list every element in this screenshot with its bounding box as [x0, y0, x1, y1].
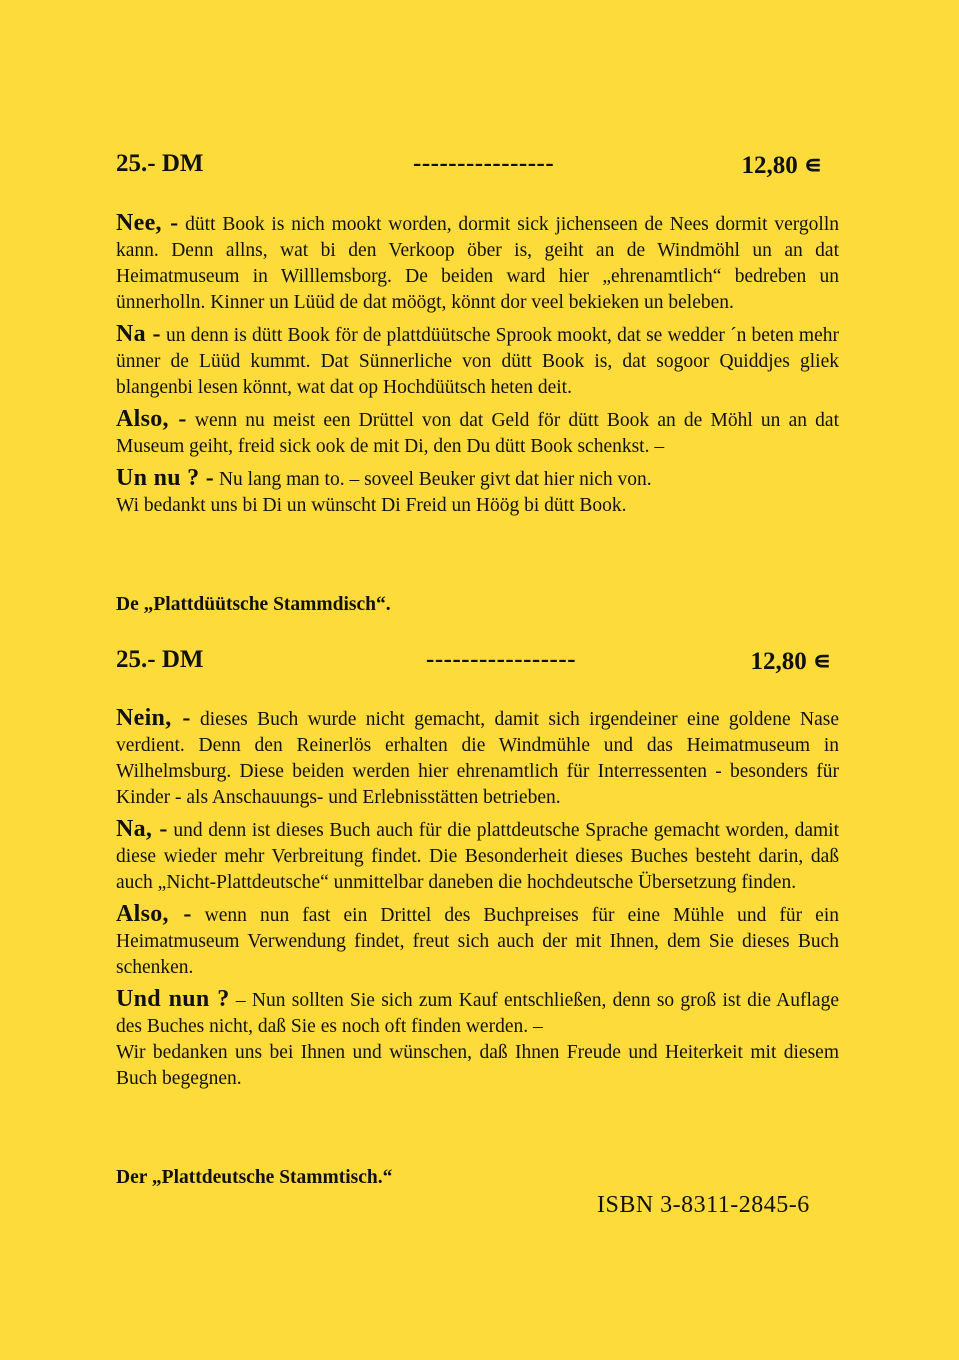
paragraph-lead: Nein, - [116, 705, 191, 731]
paragraph-lead: Na, - [116, 816, 168, 842]
price-dm: 25.- DM [116, 646, 204, 673]
price-euro: 12,80 ∊ [750, 648, 831, 675]
paragraph-text: dütt Book is nich mookt worden, dormit sick jichenseen de Nees dormit vergolln kann. Denn allns, wat bi den Verkoop öber is, geiht an de Windmöhl un an dat Heimatmuseum in Willlemsborg. De beiden ward hier „ehrenamtlich“ bedreben un ünnerholln. Kinner un Lüüd de dat möögt, könnt dor veel bekieken un beleben. [116, 214, 839, 313]
paragraph-lead: Also, - [116, 901, 192, 927]
paragraph-text: wenn nu meist een Drüttel von dat Geld för dütt Book an de Möhl un an dat Museum geiht, freid sick ook de mit Di, den Du dütt Book schenkst. – [116, 410, 839, 457]
paragraph [116, 465, 839, 493]
paragraph-lead: Un nu ? - [116, 465, 215, 491]
signature-hoch: Der „Plattdeutsche Stammtisch.“ [116, 1167, 393, 1188]
paragraph [116, 986, 839, 1040]
closing-text: Wir bedanken uns bei Ihnen und wünschen, daß Ihnen Freude und Heiterkeit mit diesem Buch begegnen. [116, 1042, 839, 1089]
paragraph [116, 406, 839, 460]
price-line-platt [116, 150, 836, 182]
paragraph [116, 210, 839, 316]
paragraph-text: wenn nun fast ein Drittel des Buchpreises für eine Mühle und für ein Heimatmuseum Verwendung findet, freut sich auch der mit Ihnen, dem Sie dieses Buch schenken. [116, 905, 840, 978]
paragraph-text: – Nun sollten Sie sich zum Kauf entschließen, denn so groß ist die Auflage des Buches nicht, daß Sie es noch oft finden werden. – [116, 990, 839, 1037]
isbn-number: ISBN 3-8311-2845-6 [597, 1192, 810, 1218]
paragraph-text: Nu lang man to. – soveel Beuker givt dat hier nich von. [214, 469, 652, 490]
paragraph-text: und denn ist dieses Buch auch für die plattdeutsche Sprache gemacht worden, damit diese wieder mehr Verbreitung findet. Die Besonderheit dieses Buches besteht darin, daß auch „Nicht-Plattdeutsche“ unmittelbar daneben die hochdeutsche Übersetzung finden. [116, 820, 840, 893]
paragraph-text: dieses Buch wurde nicht gemacht, damit sich irgendeiner eine goldene Nase verdient. Denn den Reinerlös erhalten die Windmühle und das Heimatmuseum in Wilhelmsburg. Diese beiden werden hier ehrenamtlich für Interressenten - besonders für Kinder - als Anschauungs- und Erlebnisstätten betrieben. [116, 709, 839, 808]
price-dm: 25.- DM [116, 150, 204, 177]
paragraph-lead: Na - [116, 321, 161, 347]
paragraph [116, 816, 839, 896]
price-euro: 12,80 ∊ [741, 152, 822, 179]
paragraph [116, 705, 839, 811]
platt-text [116, 210, 839, 524]
paragraph [116, 901, 839, 981]
closing-text: Wi bedankt uns bi Di un wünscht Di Freid un Höög bi dütt Book. [116, 495, 627, 516]
paragraph-text: un denn is dütt Book för de plattdüütsche Sprook mookt, dat se wedder ´n beten mehr ünner de Lüüd kummt. Dat Sünnerliche von dütt Book is, dat sogoor Quiddjes gliek blangenbi lesen könnt, wat dat op Hochdüütsch heten deit. [116, 325, 839, 398]
price-separator: ----------------- [426, 646, 577, 673]
signature-platt: De „Plattdüütsche Stammdisch“. [116, 594, 391, 615]
hoch-text [116, 705, 839, 1097]
price-separator: ---------------- [413, 150, 555, 177]
price-line-hoch [116, 646, 836, 678]
paragraph [116, 321, 839, 401]
paragraph-lead: Nee, - [116, 210, 179, 236]
paragraph-lead: Also, - [116, 406, 187, 432]
paragraph-lead: Und nun ? [116, 986, 230, 1012]
